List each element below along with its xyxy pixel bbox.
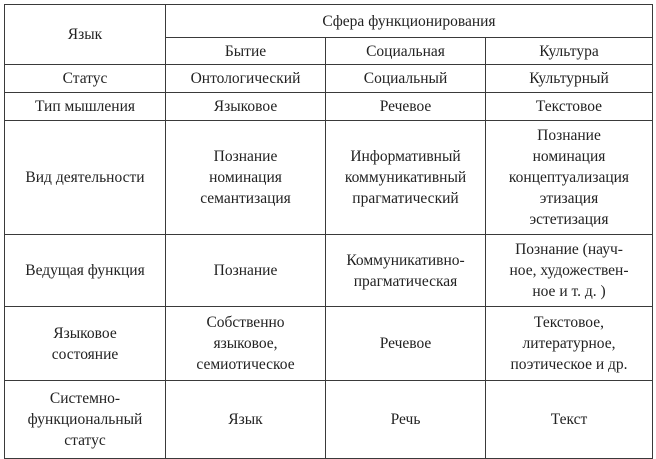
table-cell: Социальный: [326, 65, 486, 93]
column-header-being: Бытие: [166, 38, 326, 65]
table-cell: Языковое: [166, 93, 326, 121]
table-cell: Язык: [166, 381, 326, 459]
row-label: Вид деятельности: [5, 121, 166, 235]
row-label: Системно- функциональный статус: [5, 381, 166, 459]
table-cell: Познание: [166, 235, 326, 307]
row-label: Тип мышления: [5, 93, 166, 121]
table-cell: Культурный: [486, 65, 653, 93]
table-cell: Текст: [486, 381, 653, 459]
row-label: Статус: [5, 65, 166, 93]
table-cell: Онтологический: [166, 65, 326, 93]
column-header-culture: Культура: [486, 38, 653, 65]
table-row: [5, 121, 653, 235]
table-cell: Информативный коммуникативный прагматический: [326, 121, 486, 235]
table-cell: Коммуникативно- прагматическая: [326, 235, 486, 307]
table-cell: Познание номинация семантизация: [166, 121, 326, 235]
table-row: [5, 381, 653, 459]
table-row: [5, 93, 653, 121]
table-row: [5, 307, 653, 381]
table-row: [5, 235, 653, 307]
header-row-group: [5, 5, 653, 38]
table-cell: Познание (науч- ное, художествен- ное и т. д. ): [486, 235, 653, 307]
table-cell: Текстовое, литературное, поэтическое и др.: [486, 307, 653, 381]
table-cell: Текстовое: [486, 93, 653, 121]
row-label: Языковое состояние: [5, 307, 166, 381]
table-cell: Собственно языковое, семиотическое: [166, 307, 326, 381]
corner-header: Язык: [5, 5, 166, 65]
group-header: Сфера функционирования: [166, 5, 653, 38]
table-cell: Речевое: [326, 93, 486, 121]
table-cell: Речь: [326, 381, 486, 459]
column-header-social: Социальная: [326, 38, 486, 65]
row-label: Ведущая функция: [5, 235, 166, 307]
table-cell: Речевое: [326, 307, 486, 381]
table-cell: Познание номинация концептуализация этизация эстетизация: [486, 121, 653, 235]
language-function-table: [4, 4, 653, 459]
table-row: [5, 65, 653, 93]
